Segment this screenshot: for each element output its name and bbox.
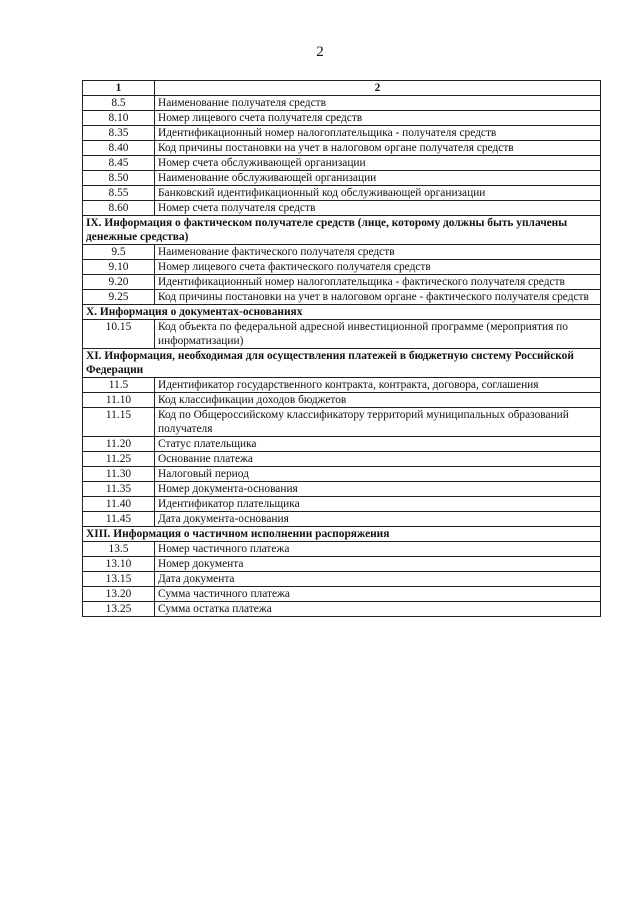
table-row [83, 275, 601, 290]
field-description: Номер лицевого счета фактического получателя средств [155, 260, 601, 275]
section-title: XI. Информация, необходимая для осуществления платежей в бюджетную систему Российской Федерации [83, 349, 601, 378]
table-row [83, 171, 601, 186]
field-code: 9.20 [83, 275, 155, 290]
table-row [83, 542, 601, 557]
table-row [83, 437, 601, 452]
field-description: Идентификационный номер налогоплательщика - фактического получателя средств [155, 275, 601, 290]
field-description: Наименование фактического получателя средств [155, 245, 601, 260]
field-code: 8.10 [83, 111, 155, 126]
field-description: Код по Общероссийскому классификатору территорий муниципальных образований получателя [155, 408, 601, 437]
fields-table [82, 80, 601, 617]
section-header-row [83, 305, 601, 320]
table-row [83, 557, 601, 572]
field-description: Основание платежа [155, 452, 601, 467]
field-description: Код причины постановки на учет в налоговом органе - фактического получателя средств [155, 290, 601, 305]
table-row [83, 393, 601, 408]
field-description: Идентификационный номер налогоплательщика - получателя средств [155, 126, 601, 141]
field-description: Код классификации доходов бюджетов [155, 393, 601, 408]
section-header-row [83, 527, 601, 542]
field-description: Номер документа [155, 557, 601, 572]
field-code: 10.15 [83, 320, 155, 349]
field-description: Статус плательщика [155, 437, 601, 452]
table-row [83, 186, 601, 201]
field-code: 11.30 [83, 467, 155, 482]
section-header-row [83, 216, 601, 245]
header-col-2: 2 [155, 81, 601, 96]
table-row [83, 497, 601, 512]
field-code: 9.5 [83, 245, 155, 260]
field-description: Номер счета получателя средств [155, 201, 601, 216]
field-code: 8.35 [83, 126, 155, 141]
table-row [83, 482, 601, 497]
field-code: 13.15 [83, 572, 155, 587]
table-row [83, 201, 601, 216]
field-code: 11.5 [83, 378, 155, 393]
header-col-1: 1 [83, 81, 155, 96]
page-number: 2 [316, 44, 324, 60]
table-row [83, 452, 601, 467]
field-description: Номер лицевого счета получателя средств [155, 111, 601, 126]
table-row [83, 290, 601, 305]
field-code: 11.40 [83, 497, 155, 512]
table-row [83, 512, 601, 527]
field-code: 13.20 [83, 587, 155, 602]
table-row [83, 572, 601, 587]
field-description: Налоговый период [155, 467, 601, 482]
field-description: Код объекта по федеральной адресной инвестиционной программе (мероприятия по информатизации) [155, 320, 601, 349]
table-row [83, 96, 601, 111]
field-description: Наименование обслуживающей организации [155, 171, 601, 186]
table-row [83, 111, 601, 126]
field-code: 13.10 [83, 557, 155, 572]
field-description: Код причины постановки на учет в налоговом органе получателя средств [155, 141, 601, 156]
field-code: 8.40 [83, 141, 155, 156]
table-header-row [83, 81, 601, 96]
field-description: Дата документа [155, 572, 601, 587]
field-code: 8.45 [83, 156, 155, 171]
field-code: 11.35 [83, 482, 155, 497]
field-description: Идентификатор плательщика [155, 497, 601, 512]
field-description: Номер счета обслуживающей организации [155, 156, 601, 171]
field-description: Наименование получателя средств [155, 96, 601, 111]
field-code: 9.25 [83, 290, 155, 305]
field-description: Банковский идентификационный код обслуживающей организации [155, 186, 601, 201]
table-row [83, 260, 601, 275]
table-row [83, 156, 601, 171]
field-code: 8.5 [83, 96, 155, 111]
field-code: 11.25 [83, 452, 155, 467]
table-row [83, 126, 601, 141]
table-row [83, 245, 601, 260]
field-description: Номер документа-основания [155, 482, 601, 497]
table-row [83, 602, 601, 617]
section-title: IX. Информация о фактическом получателе средств (лице, которому должны быть уплачены денежные средства) [83, 216, 601, 245]
field-code: 13.25 [83, 602, 155, 617]
section-title: X. Информация о документах-основаниях [83, 305, 601, 320]
table-row [83, 467, 601, 482]
field-code: 8.60 [83, 201, 155, 216]
field-code: 13.5 [83, 542, 155, 557]
field-description: Номер частичного платежа [155, 542, 601, 557]
field-code: 11.15 [83, 408, 155, 437]
field-description: Сумма частичного платежа [155, 587, 601, 602]
field-code: 8.50 [83, 171, 155, 186]
table-body [83, 96, 601, 617]
field-description: Идентификатор государственного контракта, контракта, договора, соглашения [155, 378, 601, 393]
field-code: 9.10 [83, 260, 155, 275]
field-description: Дата документа-основания [155, 512, 601, 527]
table-row [83, 378, 601, 393]
field-code: 11.20 [83, 437, 155, 452]
field-code: 11.45 [83, 512, 155, 527]
table-row [83, 141, 601, 156]
section-header-row [83, 349, 601, 378]
field-description: Сумма остатка платежа [155, 602, 601, 617]
table-row [83, 408, 601, 437]
field-code: 11.10 [83, 393, 155, 408]
section-title: XIII. Информация о частичном исполнении распоряжения [83, 527, 601, 542]
table-row [83, 587, 601, 602]
table-row [83, 320, 601, 349]
field-code: 8.55 [83, 186, 155, 201]
